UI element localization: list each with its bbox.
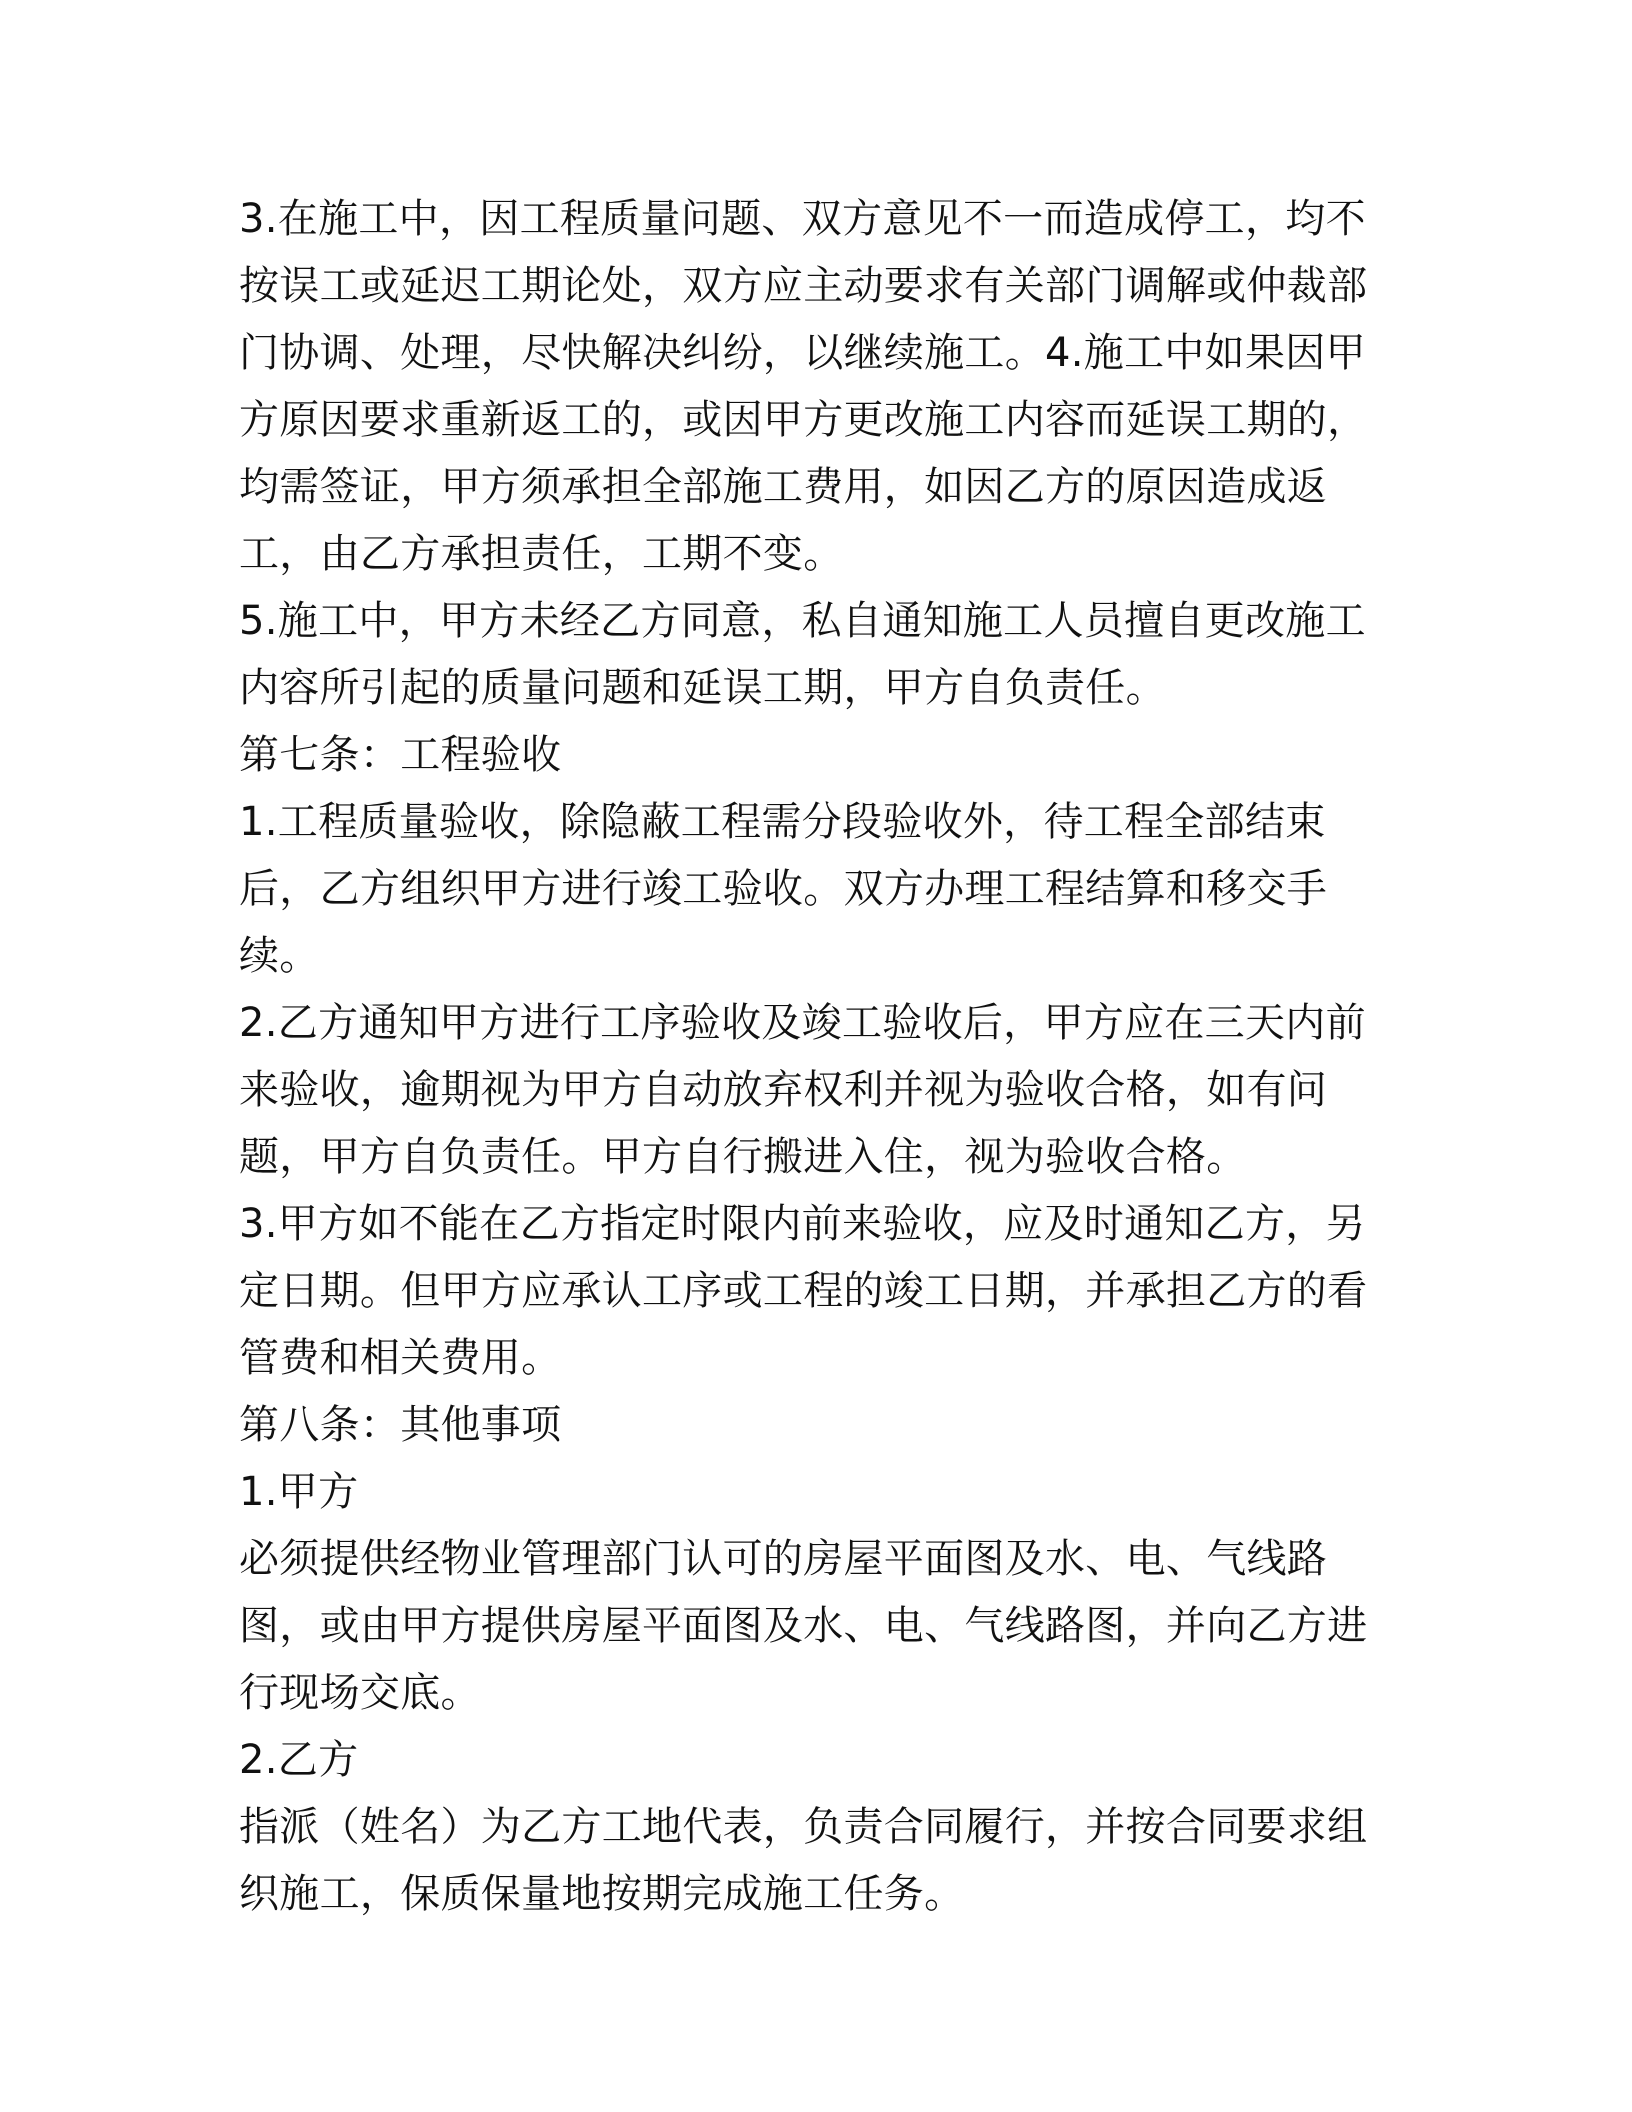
clause-7-item-3: 3.甲方如不能在乙方指定时限内前来验收，应及时通知乙方，另定日期。但甲方应承认工序或工程的竣工日期，并承担乙方的看管费和相关费用。 [239,1201,1368,1381]
clause-8-item-1-text: 必须提供经物业管理部门认可的房屋平面图及水、电、气线路图，或由甲方提供房屋平面图及水、电、气线路图，并向乙方进行现场交底。 [239,1536,1368,1716]
clause-7-item-1: 1.工程质量验收，除隐蔽工程需分段验收外，待工程全部结束后，乙方组织甲方进行竣工验收。双方办理工程结算和移交手续。 [239,799,1328,979]
clause-8-item-1-label: 1.甲方 [239,1469,359,1515]
clause-6-item-3-4: 3.在施工中，因工程质量问题、双方意见不一而造成停工，均不按误工或延迟工期论处，双方应主动要求有关部门调解或仲裁部门协调、处理，尽快解决纠纷，以继续施工。4.施工中如果因甲方原因要求重新返工的，或因甲方更改施工内容而延误工期的，均需签证，甲方须承担全部施工费用，如因乙方的原因造成返工，由乙方承担责任，工期不变。 [239,196,1368,577]
clause-8-item-2-label: 2.乙方 [239,1737,359,1783]
clause-7-item-2: 2.乙方通知甲方进行工序验收及竣工验收后，甲方应在三天内前来验收，逾期视为甲方自动放弃权利并视为验收合格，如有问题，甲方自负责任。甲方自行搬进入住，视为验收合格。 [239,1000,1366,1180]
document-page [239,186,1379,1928]
article-7-heading: 第七条：工程验收 [239,732,562,778]
article-8-heading: 第八条：其他事项 [239,1402,562,1448]
clause-8-item-2-text: 指派（姓名）为乙方工地代表，负责合同履行，并按合同要求组织施工，保质保量地按期完成施工任务。 [239,1804,1368,1917]
clause-6-item-5: 5.施工中，甲方未经乙方同意，私自通知施工人员擅自更改施工内容所引起的质量问题和延误工期，甲方自负责任。 [239,598,1366,711]
